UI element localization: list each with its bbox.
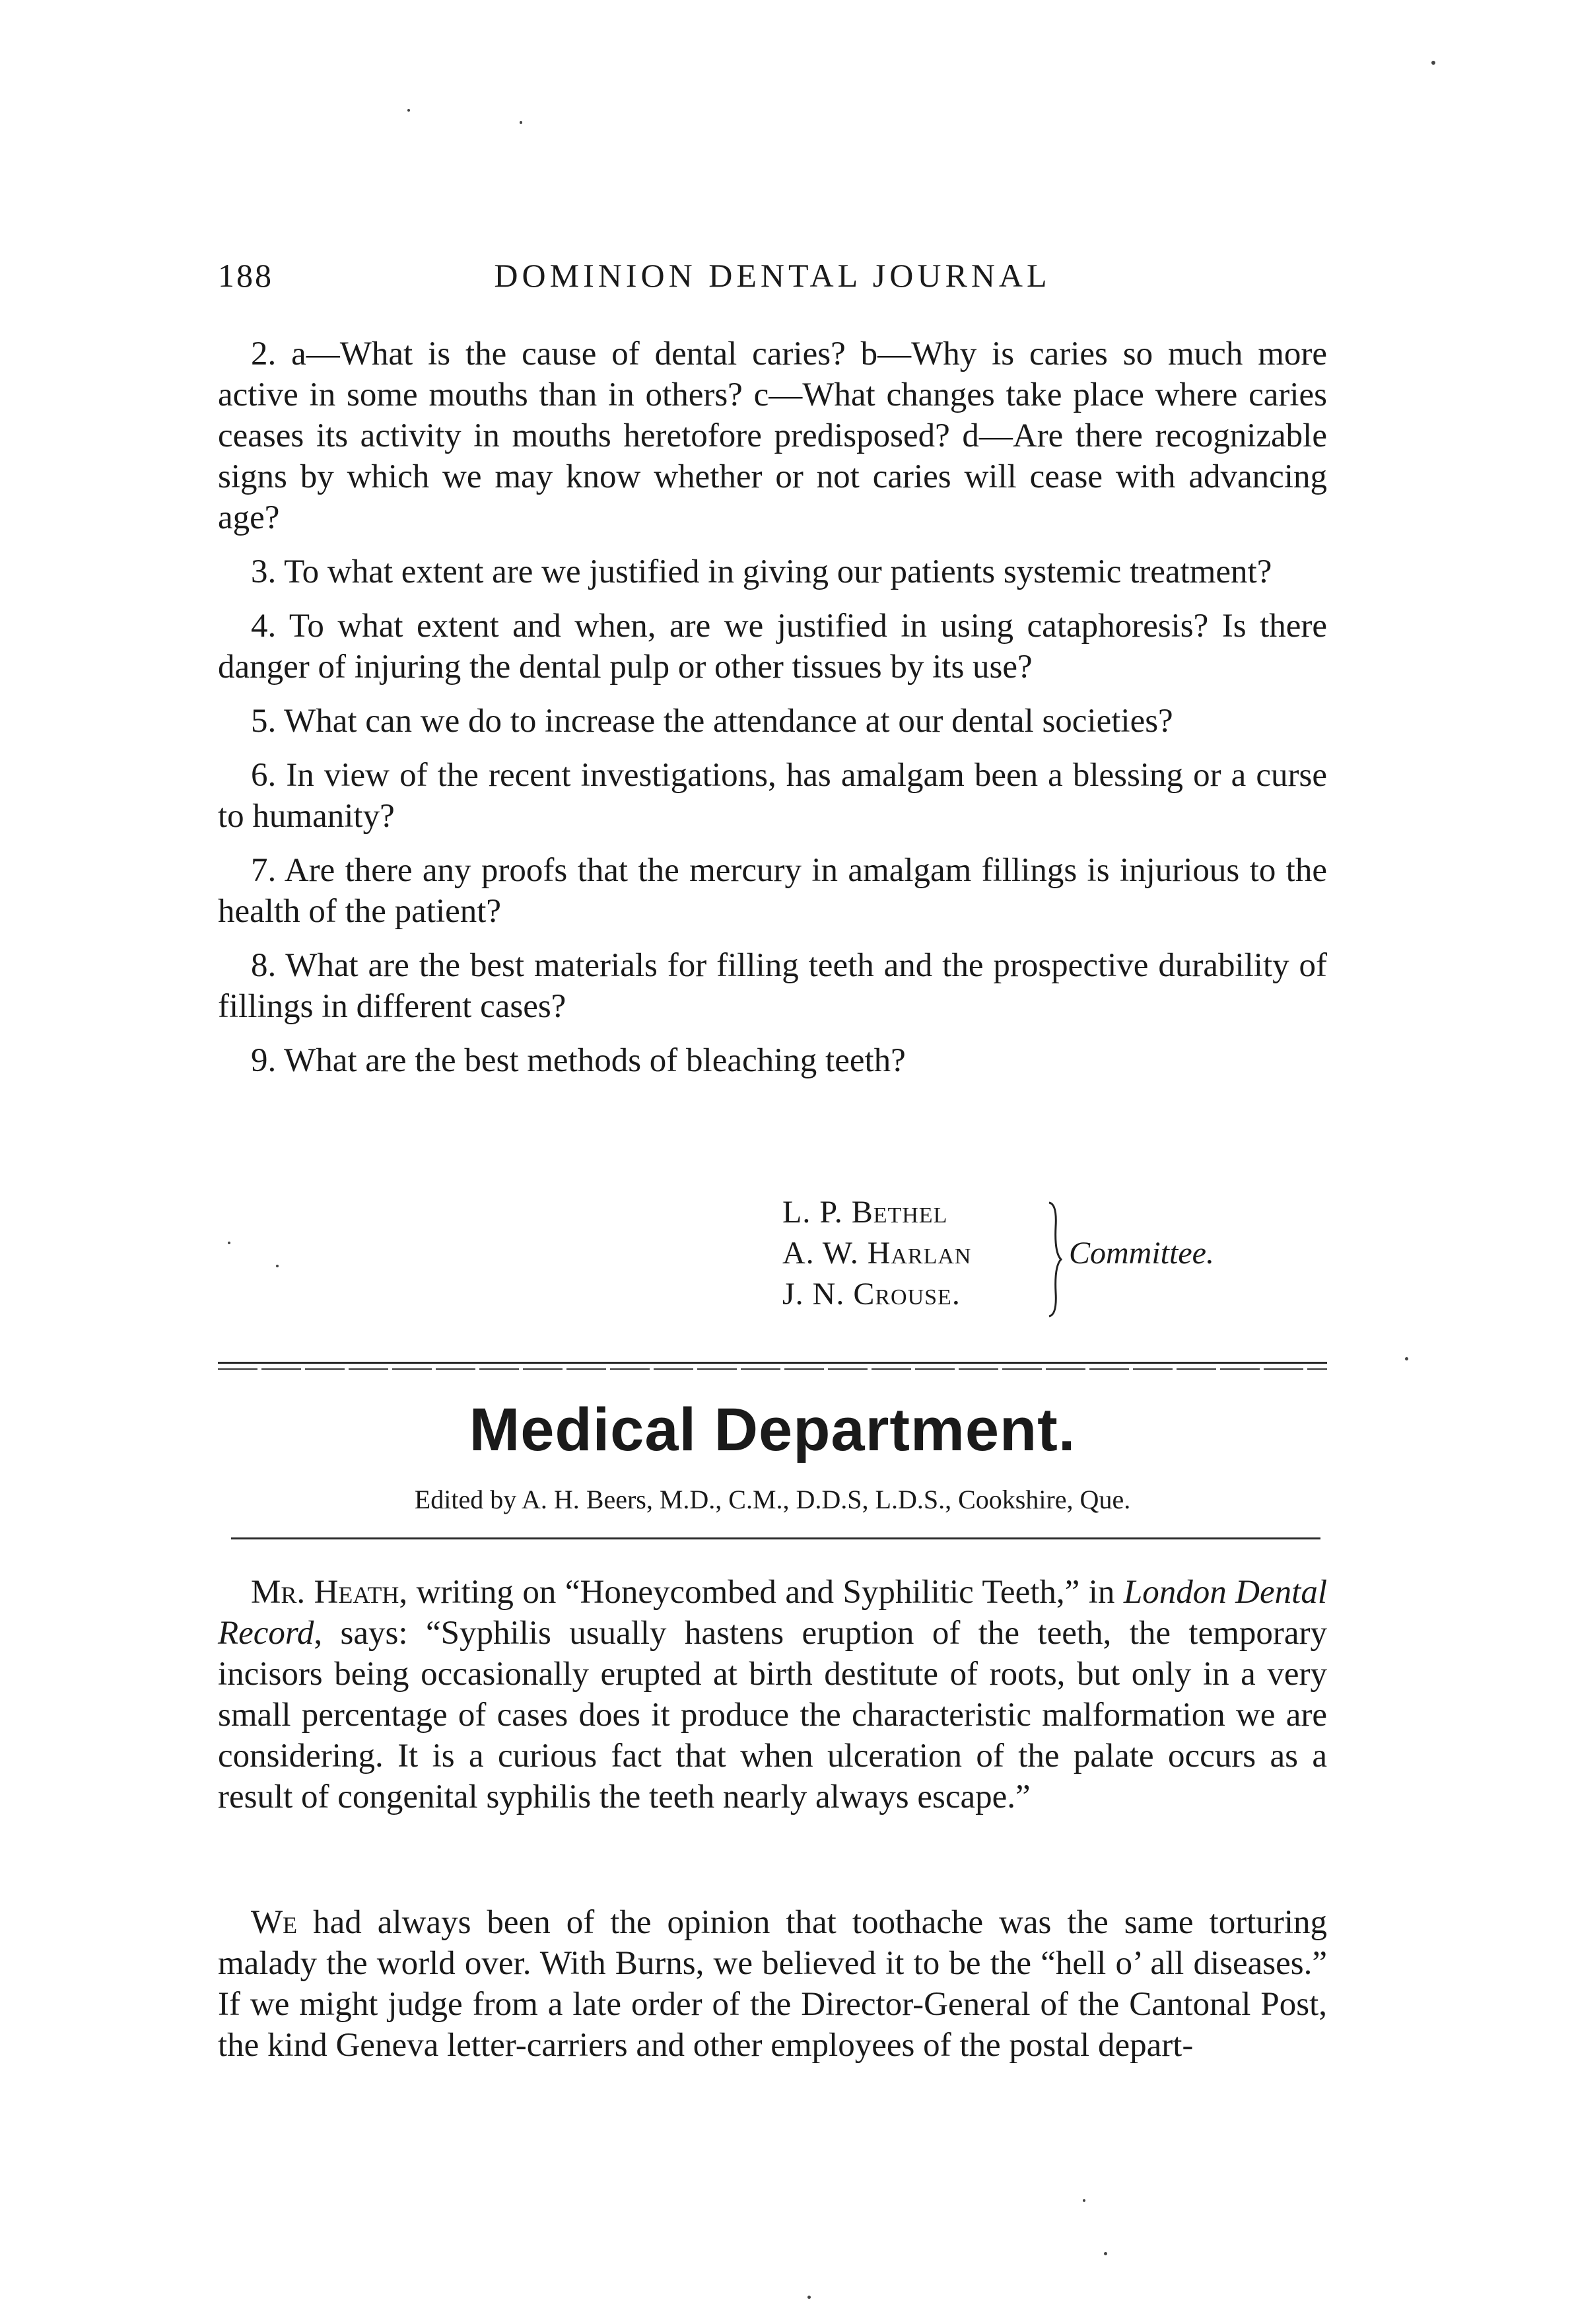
print-speck <box>407 109 410 112</box>
brace-icon <box>1046 1200 1064 1319</box>
section-heading: Medical Department. <box>469 1396 1076 1463</box>
paragraph-text: , writing on “Honeycombed and Syphilitic Teeth,” in <box>399 1574 1124 1611</box>
print-speck <box>228 1242 230 1244</box>
print-speck <box>276 1265 279 1267</box>
page-number: 188 <box>218 257 273 294</box>
print-speck <box>520 121 522 124</box>
print-speck <box>1405 1357 1408 1360</box>
paragraph-text: , says: “Syphilis usually hastens eruption of the teeth, the temporary incisors being occasionally erupted at birth destitute of roots, but only in a very small percentage of cases does it produce the characteristic malformation we are considering. It is a curious fact that when ulceration of the palate occurs as a result of congenital syphilis the teeth nearly always escape.” <box>218 1615 1327 1815</box>
question-item: 7. Are there any proofs that the mercury in amalgam fillings is injurious to the health of the patient? <box>218 852 1327 930</box>
journal-title: DOMINION DENTAL JOURNAL <box>494 257 1051 294</box>
journal-page <box>218 0 1327 2324</box>
question-item: 9. What are the best methods of bleaching teeth? <box>251 1042 906 1079</box>
question-item: 6. In view of the recent investigations, has amalgam been a blessing or a curse to humanity? <box>218 757 1327 835</box>
question-item: 4. To what extent and when, are we justified in using cataphoresis? Is there danger of injuring the dental pulp or other tissues by its use? <box>218 608 1327 686</box>
paragraph-lead: Mr. Heath <box>251 1574 399 1611</box>
signature-name: A. W. Harlan <box>782 1236 972 1271</box>
paragraph-lead: We <box>251 1904 298 1941</box>
signature-name: L. P. Bethel <box>782 1195 948 1230</box>
article-paragraph <box>218 1902 1327 2066</box>
question-item: 3. To what extent are we justified in giving our patients systemic treatment? <box>251 553 1272 590</box>
print-speck <box>1083 2199 1085 2202</box>
signature-name: J. N. Crouse. <box>782 1277 961 1312</box>
paragraph-text: had always been of the opinion that toothache was the same torturing malady the world over. With Burns, we believed it to be the “hell o’ all diseases.” If we might judge from a late order of the Director-General of the Cantonal Post, the kind Geneva letter-carriers and other employees of the postal depart- <box>218 1904 1327 2064</box>
article-paragraph <box>218 1572 1327 1817</box>
print-speck <box>1104 2252 1107 2255</box>
section-divider <box>218 1362 1327 1371</box>
editor-credit: Edited by A. H. Beers, M.D., C.M., D.D.S, L.D.S., Cookshire, Que. <box>414 1485 1131 1514</box>
question-list <box>218 334 1327 1094</box>
heading-rule <box>231 1537 1320 1539</box>
print-speck <box>1431 61 1435 65</box>
publication-title: London Dental Record <box>218 1574 1327 1652</box>
committee-label: Committee. <box>1069 1236 1214 1271</box>
question-item: 5. What can we do to increase the attendance at our dental societies? <box>251 703 1173 740</box>
question-item: 2. a—What is the cause of dental caries? b—Why is caries so much more active in some mouths than in others? c—What changes take place where caries ceases its activity in mouths heretofore predisposed? d—Are there recognizable signs by which we may know whether or not caries will cease with advancing age? <box>218 335 1327 536</box>
print-speck <box>807 2296 811 2299</box>
running-head <box>218 256 1327 302</box>
question-item: 8. What are the best materials for filling teeth and the prospective durability of fillings in different cases? <box>218 947 1327 1025</box>
committee-signatures <box>782 1192 1284 1344</box>
